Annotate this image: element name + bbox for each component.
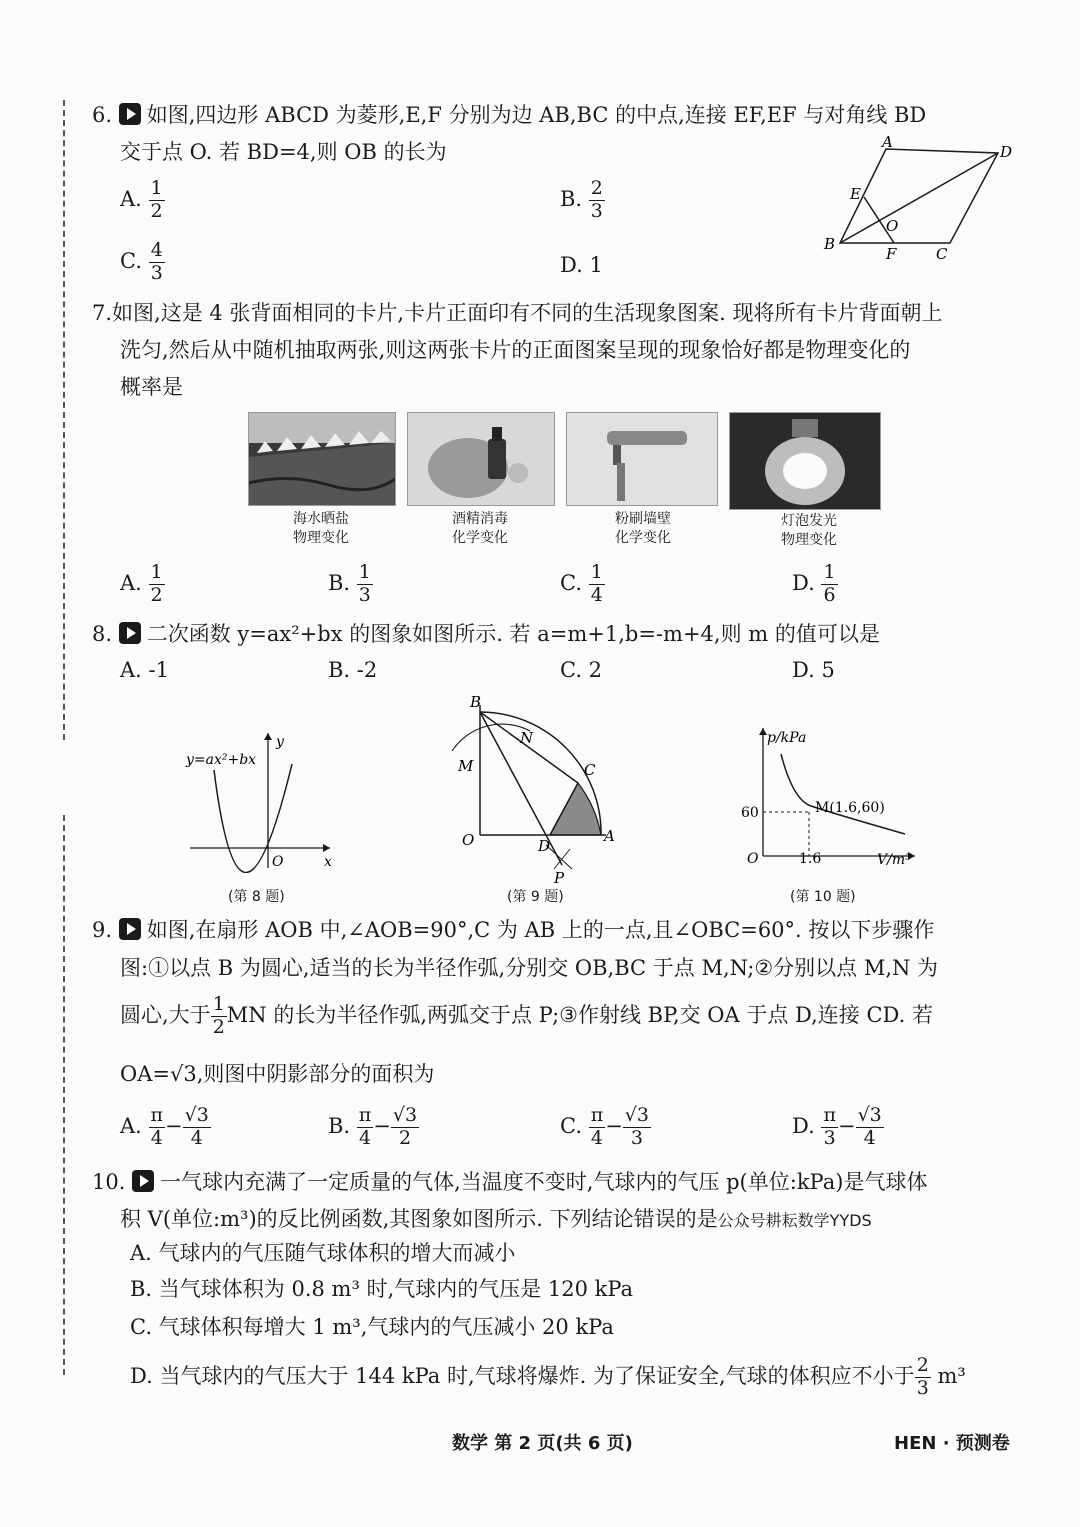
fraction-numerator: 2 [590,177,603,199]
fraction [589,562,605,607]
fraction-denominator: 3 [823,1126,836,1149]
question-9-line2: 图:①以点 B 为圆心,适当的长为半径作弧,分别交 OB,BC 于点 M,N;②分别以点 M,N 为 [120,956,939,980]
label-a: A [882,135,893,151]
option-label: B. [560,186,583,211]
figure-9-caption: (第 9 题) [507,889,564,905]
q6-option-d[interactable] [560,253,603,277]
card-title: 灯泡发光 [781,513,837,529]
fraction [211,994,227,1039]
play-video-icon[interactable] [119,103,141,125]
option-label: B. [328,570,351,595]
y-axis-arrow-icon [264,733,272,740]
label-m: M [458,757,474,775]
q8-option-a[interactable]: A. -1 [120,658,169,682]
question-number: 7. [92,301,113,325]
fraction-numerator: 2 [916,1354,929,1376]
question-number: 6. [92,103,113,127]
fraction-numerator: π [358,1104,372,1126]
label-d: D [1000,143,1013,161]
label-n: N [520,729,534,747]
fraction-numerator: 1 [150,177,163,199]
x-label: x [324,854,332,870]
label-e: E [850,185,861,203]
option-label: C. [120,248,142,273]
card-kind: 化学变化 [452,529,508,546]
fraction-numerator: 1 [212,993,225,1015]
label-a: A [604,827,615,845]
q9-option-b[interactable]: B. $\frac{\pi}{4}$ − $\frac{√3}{2}$ [328,1104,418,1149]
formula-label: y=ax²+bx [186,752,257,768]
sector-figure [450,693,625,883]
fraction-denominator: 2 [150,583,163,606]
question-number: 10. [92,1170,126,1194]
fraction-numerator: √3 [624,1104,649,1126]
question-7-line2: 洗匀,然后从中随机抽取两张,则这两张卡片的正面图案呈现的现象恰好都是物理变化的 [120,338,911,362]
option-label: A. [120,1113,142,1138]
fraction [623,1105,651,1150]
pressure-volume-figure [735,722,925,872]
fraction [357,562,373,607]
card-kind: 物理变化 [293,529,349,546]
origin-label: O [747,851,759,867]
card-kind: 物理变化 [781,531,837,548]
option-text: D. 当气球内的气压大于 144 kPa 时,气球将爆炸. 为了保证安全,气球的体积应不小于 [130,1363,915,1388]
fraction [856,1105,884,1150]
label-b: B [470,693,482,711]
fraction [183,1105,211,1150]
q9-option-a[interactable]: A. $\frac{\pi}{4}$ − $\frac{√3}{4}$ [120,1104,209,1149]
q6-option-b[interactable] [560,178,605,223]
q7-option-c[interactable] [560,562,605,607]
q6-option-a[interactable] [120,178,165,223]
question-9-line3 [120,994,933,1039]
label-b: B [824,235,836,253]
fraction-denominator: 4 [359,1126,372,1149]
fraction-denominator: 6 [823,583,836,606]
question-9-line1 [92,917,934,944]
question-text: 积 V(单位:m³)的反比例函数,其图象如图所示. 下列结论错误的是 [120,1207,718,1231]
light-bulb-image [729,412,881,510]
rhombus-figure [820,135,1020,265]
fraction-denominator: 2 [150,199,163,222]
fraction [589,178,605,223]
question-text: 二次函数 y=ax²+bx 的图象如图所示. 若 a=m+1,b=-m+4,则 m 的值可以是 [146,622,880,646]
figure-10-caption: (第 10 题) [790,889,856,905]
label-o: O [462,831,475,849]
fraction-numerator: 1 [823,561,836,583]
label-c: C [584,761,596,779]
card-1-caption [258,510,384,548]
origin-label: O [272,854,284,870]
fraction-numerator: 1 [150,561,163,583]
q9-option-d[interactable]: D. $\frac{\pi}{3}$ − $\frac{√3}{4}$ [792,1104,882,1149]
label-f: F [886,245,897,263]
q9-option-c[interactable]: C. $\frac{\pi}{4}$ − $\frac{√3}{3}$ [560,1104,649,1149]
fraction [149,240,165,285]
q8-option-d[interactable]: D. 5 [792,658,835,682]
option-label: A. [120,186,142,211]
card-title: 粉刷墙壁 [615,511,671,527]
fraction-denominator: 3 [358,583,371,606]
question-text: 如图,这是 4 张背面相同的卡片,卡片正面印有不同的生活现象图案. 现将所有卡片背面朝上 [112,301,943,325]
binding-dashed-line [63,815,65,1375]
label-d: D [538,837,551,855]
play-video-icon[interactable] [132,1170,154,1192]
p-axis-label: p/kPa [767,730,807,746]
fraction-numerator: √3 [392,1104,418,1126]
question-6-line1 [92,102,926,129]
construction-arc [452,724,530,751]
question-text: 如图,在扇形 AOB 中,∠AOB=90°,C 为 AB 上的一点,且∠OBC=60°. 按以下步骤作 [146,918,935,942]
fraction-denominator: 3 [590,199,603,222]
card-title: 酒精消毒 [452,511,508,527]
q10-option-d[interactable] [130,1355,966,1400]
y-label: y [276,734,284,750]
fraction-denominator: 3 [916,1376,929,1399]
fraction [149,1105,166,1150]
fraction-numerator: π [590,1104,604,1126]
q7-option-b[interactable] [328,562,373,607]
play-video-icon[interactable] [119,918,141,940]
page-footer-center: 数学 第 2 页(共 6 页) [452,1433,633,1454]
question-number: 9. [92,918,113,942]
option-label: A. [120,570,142,595]
x-axis-arrow-icon [323,844,330,852]
parabola-figure [180,728,340,873]
fraction-numerator: √3 [857,1104,882,1126]
card-4-caption [746,512,872,550]
fraction-numerator: π [823,1104,836,1126]
question-text: 圆心,大于 [120,1002,211,1027]
option-label: C. [560,1113,582,1138]
question-6-line2: 交于点 O. 若 BD=4,则 OB 的长为 [120,140,447,164]
question-text: 如图,四边形 ABCD 为菱形,E,F 分别为边 AB,BC 的中点,连接 EF,EF 与对角线 BD [146,103,927,127]
p-axis-arrow-icon [759,728,767,735]
question-number: 8. [92,622,113,646]
question-9-line4: OA=√3,则图中阴影部分的面积为 [120,1062,435,1086]
tick-60: 60 [741,805,759,821]
option-label: D. [792,1113,815,1138]
question-text: 一气球内充满了一定质量的气体,当温度不变时,气球内的气压 p(单位:kPa)是气球体 [160,1170,928,1194]
fraction [149,562,165,607]
question-7-line3: 概率是 [120,375,183,399]
fraction-numerator: π [150,1104,164,1126]
question-7-line1 [92,300,942,327]
question-10-line2 [120,1206,872,1233]
fraction-denominator: 2 [398,1126,412,1149]
v-axis-label: V/m³ [877,852,911,868]
point-m-label: M(1.6,60) [815,800,885,816]
fraction [915,1355,931,1400]
label-o: O [886,217,899,235]
q10-option-a[interactable]: A. 气球内的气压随气球体积的增大而减小 [130,1241,516,1265]
question-8-line1 [92,621,880,648]
fraction-denominator: 4 [150,1126,163,1149]
fraction-numerator: 1 [358,561,371,583]
wall-painting-image [566,412,718,506]
watermark-text: 公众号耕耘数学YYDS [717,1211,872,1230]
fraction [821,1105,838,1150]
option-text: 1 [589,253,603,277]
option-label: D. [792,570,815,595]
fraction-numerator: 1 [590,561,603,583]
play-video-icon[interactable] [119,622,141,644]
option-label: D. [560,253,583,277]
sea-salt-image [248,412,396,506]
fraction-denominator: 2 [212,1015,225,1038]
hyperbola-curve [781,754,905,834]
card-kind: 化学变化 [615,529,671,546]
fraction-denominator: 4 [590,1126,603,1149]
page-footer-right: HEN · 预测卷 [894,1433,1010,1454]
card-3-caption [580,510,706,548]
q8-option-b[interactable]: B. -2 [328,658,378,682]
q10-option-b[interactable]: B. 当气球体积为 0.8 m³ 时,气球内的气压是 120 kPa [130,1277,634,1301]
q7-option-a[interactable] [120,562,165,607]
q10-option-c[interactable]: C. 气球体积每增大 1 m³,气球内的气压减小 20 kPa [130,1315,614,1339]
option-label: C. [560,570,582,595]
card-title: 海水晒盐 [293,511,349,527]
fraction-denominator: 4 [863,1126,876,1149]
fraction [149,178,165,223]
fraction [391,1105,419,1150]
fraction-denominator: 4 [590,583,603,606]
binding-dashed-line [63,100,65,740]
q6-option-c[interactable] [120,240,165,285]
q7-option-d[interactable] [792,562,838,607]
fraction-denominator: 4 [190,1126,203,1149]
question-text: MN 的长为半径作弧,两弧交于点 P;③作射线 BP,交 OA 于点 D,连接 CD. 若 [226,1002,933,1027]
fraction-numerator: 4 [150,239,163,261]
q8-option-c[interactable]: C. 2 [560,658,603,682]
fraction [589,1105,606,1150]
fraction-denominator: 3 [150,261,163,284]
label-c: C [936,245,948,263]
question-10-line1 [92,1169,927,1196]
card-2-caption [417,510,543,548]
tick-1-6: 1.6 [799,851,822,867]
fraction [357,1105,374,1150]
fraction-numerator: √3 [184,1104,209,1126]
option-label: B. [328,1113,351,1138]
label-p: P [554,869,565,883]
alcohol-spray-image [407,412,555,506]
fraction-denominator: 3 [630,1126,643,1149]
figure-8-caption: (第 8 题) [228,889,285,905]
unit: m³ [937,1363,966,1388]
fraction [821,562,837,607]
